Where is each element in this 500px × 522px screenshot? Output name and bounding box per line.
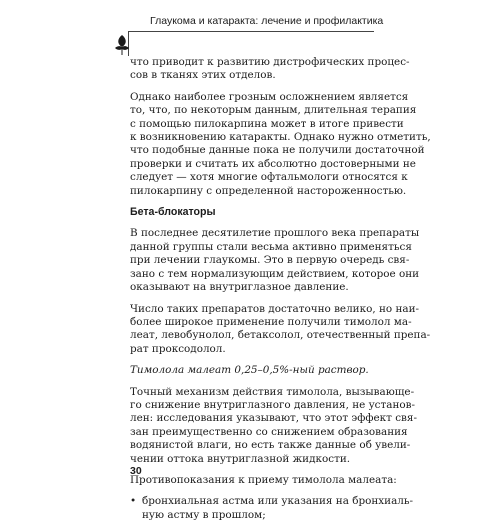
paragraph: Число таких препаратов достаточно велико, но наи- более широкое применение получили тимолол ма- леат, левобунолол, бетаксолол, отечественный препа- рат проксодолол. — [130, 302, 431, 355]
running-header: Глаукома и катаракта: лечение и профилактика — [150, 15, 384, 27]
paragraph: Точный механизм действия тимолола, вызывающе- го снижение внутриглазного давления, не установ- лен: исследования указывают, что этот эффект свя- зан преимущественно со снижением образования водянистой влаги, но есть также данные об увели- чении оттока внутриглазной жидкости. — [130, 385, 417, 465]
bullet-marker: • — [130, 495, 137, 508]
paragraph: В последнее десятилетие прошлого века препараты данной группы стали весьма активно применяться при лечении глаукомы. Это в первую очередь свя- зано с тем нормализующим действием, которое они оказывают на внутриглазное давление. — [130, 227, 420, 294]
page-body — [130, 56, 431, 522]
page-number: 30 — [130, 465, 142, 477]
paragraph: Однако наиболее грозным осложнением является то, что, по некоторым данным, длительная терапия с помощью пилокарпина может в итоге привести к возникновению катаракты. Однако нужно отметить, что подобные данные пока не получили достаточной проверки и считать их абсолютно достоверными не следует — хотя многие офтальмологи относятся к пилокарпину с определенной настороженностью. — [130, 90, 431, 197]
list-item — [130, 495, 414, 522]
header-rule — [128, 31, 374, 32]
bullet-text: бронхиальная астма или указания на бронхиаль- ную астму в прошлом; — [142, 495, 414, 521]
section-heading: Бета-блокаторы — [130, 206, 216, 219]
drug-name-line: Тимолола малеат 0,25–0,5%-ный раствор. — [130, 364, 369, 377]
paragraph: что приводит к развитию дистрофических процес- сов в тканях этих отделов. — [130, 56, 410, 82]
paragraph: Противопоказания к приему тимолола малеата: — [130, 473, 397, 486]
leaf-ornament-icon — [114, 34, 130, 56]
